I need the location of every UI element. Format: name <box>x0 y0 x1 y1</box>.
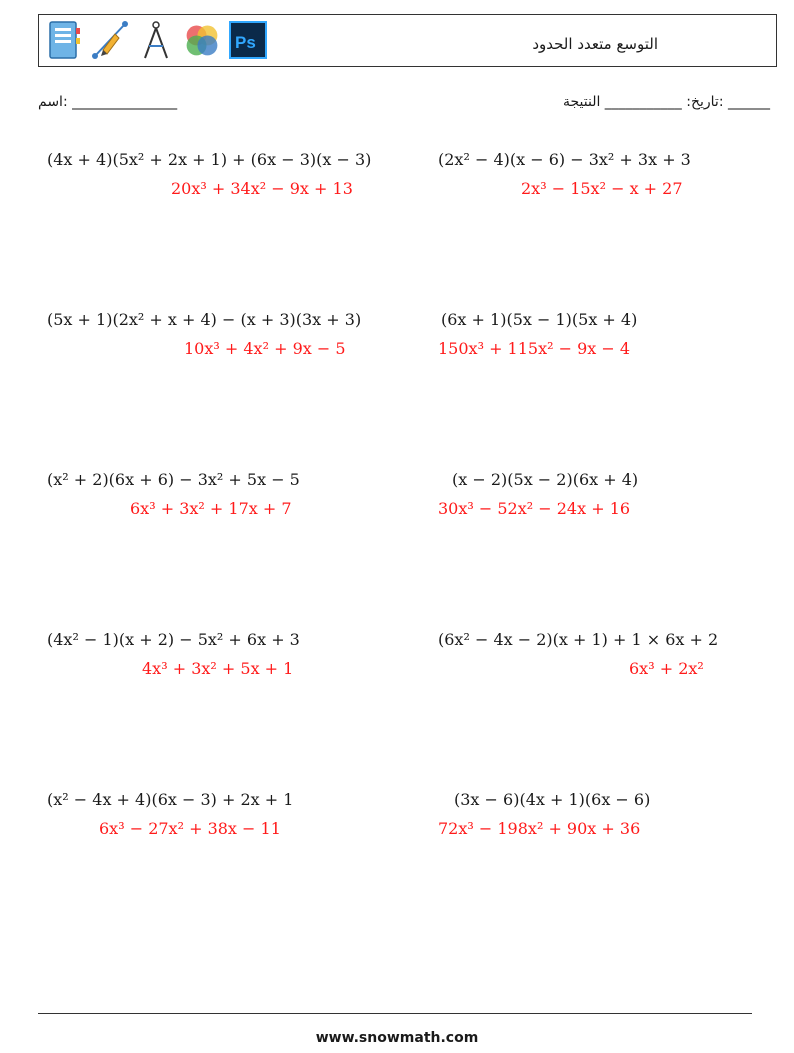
problem-question: (x − 2)(5x − 2)(6x + 4) <box>452 470 639 489</box>
problem-3 <box>47 310 387 358</box>
worksheet-header <box>38 14 777 67</box>
problem-answer: 150x³ + 115x² − 9x − 4 <box>438 339 631 358</box>
problem-question: (6x + 1)(5x − 1)(5x + 4) <box>441 310 638 329</box>
problem-1 <box>47 150 387 198</box>
problem-answer: 6x³ + 2x² <box>629 659 704 678</box>
icon-strip <box>45 19 267 61</box>
problem-answer: 10x³ + 4x² + 9x − 5 <box>184 339 346 358</box>
problem-answer: 20x³ + 34x² − 9x + 13 <box>171 179 353 198</box>
problem-question: (x² + 2)(6x + 6) − 3x² + 5x − 5 <box>47 470 300 489</box>
color-wheel-icon <box>183 19 221 61</box>
page-title: التوسع متعدد الحدود <box>532 35 658 53</box>
photoshop-icon <box>229 19 267 61</box>
problem-7 <box>47 630 387 678</box>
problem-question: (x² − 4x + 4)(6x − 3) + 2x + 1 <box>47 790 294 809</box>
problem-answer: 72x³ − 198x² + 90x + 36 <box>438 819 641 838</box>
problem-8 <box>438 630 778 678</box>
date-score-field: ______ :تاريخ: ___________ النتيجة <box>562 94 770 110</box>
problem-10 <box>438 790 794 838</box>
problem-question: (4x² − 1)(x + 2) − 5x² + 6x + 3 <box>47 630 300 649</box>
problem-answer: 6x³ − 27x² + 38x − 11 <box>99 819 281 838</box>
problem-answer: 4x³ + 3x² + 5x + 1 <box>142 659 294 678</box>
problem-answer: 30x³ − 52x² − 24x + 16 <box>438 499 631 518</box>
pencil-ruler-icon <box>91 19 129 61</box>
notebook-icon <box>45 19 83 61</box>
problem-question: (4x + 4)(5x² + 2x + 1) + (6x − 3)(x − 3) <box>47 150 372 169</box>
footer-divider <box>38 1013 752 1014</box>
problem-question: (2x² − 4)(x − 6) − 3x² + 3x + 3 <box>438 150 691 169</box>
problem-2 <box>438 150 778 198</box>
problem-answer: 2x³ − 15x² − x + 27 <box>521 179 683 198</box>
problem-question: (5x + 1)(2x² + x + 4) − (x + 3)(3x + 3) <box>47 310 362 329</box>
problem-question: (6x² − 4x − 2)(x + 1) + 1 × 6x + 2 <box>438 630 719 649</box>
problem-6 <box>438 470 792 518</box>
problem-5 <box>47 470 387 518</box>
compass-icon <box>137 19 175 61</box>
name-field: _______________ :اسم <box>38 94 178 110</box>
problem-4 <box>438 310 781 358</box>
footer-url: www.snowmath.com <box>315 1030 479 1046</box>
photoshop-icon-label: Ps <box>235 33 256 52</box>
problem-question: (3x − 6)(4x + 1)(6x − 6) <box>454 790 651 809</box>
problem-answer: 6x³ + 3x² + 17x + 7 <box>130 499 292 518</box>
problem-9 <box>47 790 387 838</box>
